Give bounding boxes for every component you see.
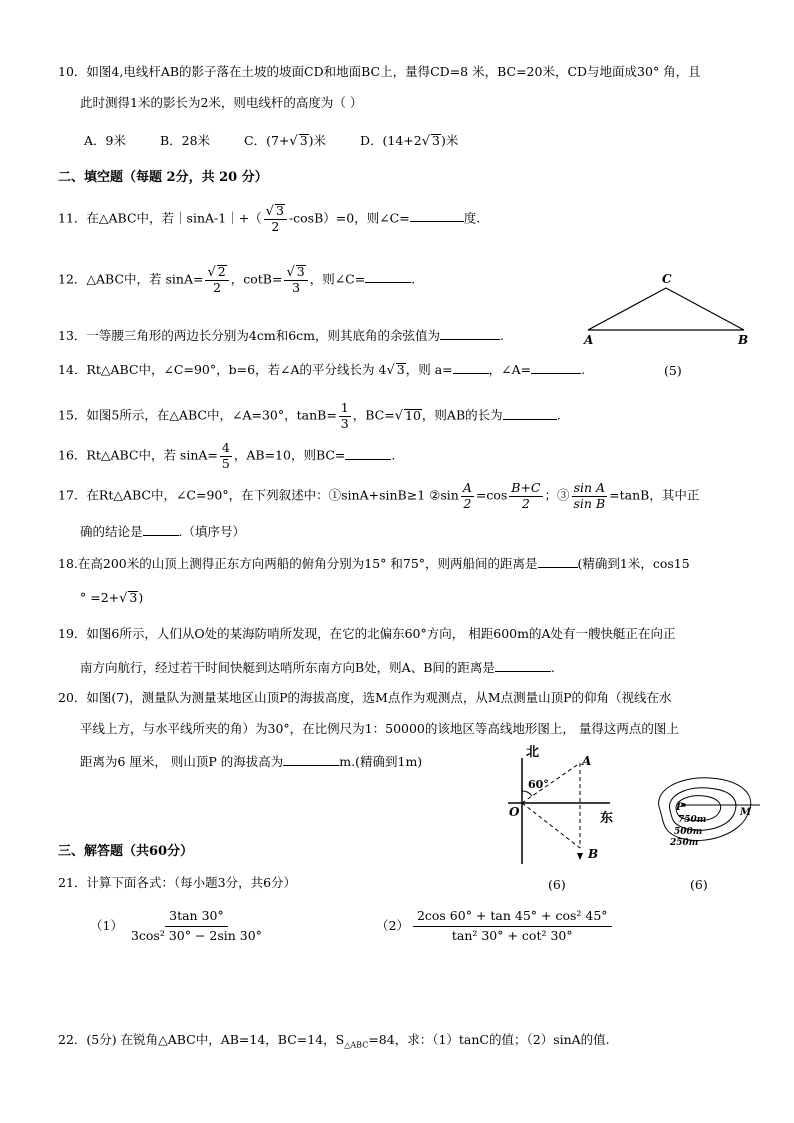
q19-answer-blank[interactable] [495, 660, 551, 672]
fig6-east-label: 东 [600, 811, 614, 826]
q10-options [84, 134, 458, 148]
q21-part2-denominator: tan² 30° + cot² 30° [451, 927, 573, 943]
section3-title: 三、解答题（共60分） [58, 844, 194, 859]
q15: 15．如图5所示，在△ABC中，∠A=30°，tanB= $\frac{1}{3}$ ，BC=√ 10，则AB的长为 . [58, 400, 561, 431]
q10-option-b: B．28米 [159, 133, 211, 148]
fig7-label-p: P [676, 802, 684, 813]
q15-answer-blank[interactable] [503, 408, 557, 420]
fig6-label-b: B [588, 847, 599, 861]
q19-line2: 南方向航行，经过若干时间快艇到达哨所东南方向B处，则A、B间的距离是 . [80, 660, 555, 675]
fig5-label-b: B [738, 333, 749, 347]
q10-option-d: D．(14+2√ 3)米 [360, 133, 459, 149]
q21-part2: （2） $\frac{\text{2cos 60° + tan 45° + cos² 45°}}{\text{tan² 30° + cot² 30°}}$ [376, 910, 612, 942]
q18-answer-blank[interactable] [538, 556, 578, 568]
q19-line1: 19．如图6所示，人们从O处的某海防哨所发现，在它的北偏东60°方向， 相距600m的A处有一艘快艇正在向正 [58, 626, 676, 641]
q13-answer-blank[interactable] [440, 328, 500, 340]
fig6-label-a: A [582, 754, 592, 768]
section2-title: 二、填空题（每题 2分，共 20 分） [58, 170, 268, 185]
q13: 13．一等腰三角形的两边长分别为4cm和6cm，则其底角的余弦值为 . [58, 328, 505, 343]
q20-answer-blank[interactable] [283, 754, 339, 766]
q10-line1: 10．如图4,电线杆AB的影子落在土坡的坡面CD和地面BC上，量得CD=8 米，BC=20米，CD与地面成30° 角，且 [58, 64, 701, 79]
q10-option-a: A．9米 [84, 133, 126, 148]
q17-line2: 确的结论是 .（填序号） [80, 524, 245, 539]
fig7-contour-750: 750m [678, 815, 707, 825]
q11: 11．在△ABC中，若｜sinA-1｜+（ $\frac{√ 3}{2}$ -cosB）=0，则∠C= 度. [58, 203, 481, 234]
q18-line1: 18.在高200米的山顶上测得正东方向两船的俯角分别为15° 和75°，则两船间的距离是 (精确到1米，cos15 [58, 556, 690, 571]
fig6-caption: (6) [548, 877, 566, 892]
fig6-label-o: O [509, 805, 520, 819]
q21-part1-denominator: 3cos² 30° − 2sin 30° [130, 927, 262, 943]
figure-5-triangle [578, 268, 758, 358]
q20-line1: 20．如图(7)，测量队为测量某地区山顶P的海拔高度，选M点作为观测点，从M点测量山顶P的仰角（视线在水 [58, 690, 672, 705]
q21-part1-numerator: 3tan 30° [165, 910, 228, 927]
fig5-label-c: C [662, 272, 672, 286]
q14-angle-blank[interactable] [531, 362, 581, 374]
q17-line1: 17．在Rt△ABC中，∠C=90°，在下列叙述中：①sinA+sinB≥1 ②sin $\frac{A}{2}$ =cos $\frac{B+C}{2}$ ；③ $\frac{\text{sin A}}{\text{sin B}}$ =tanB，其中正 [58, 480, 700, 511]
fig7-caption: (6) [690, 877, 708, 892]
q16-answer-blank[interactable] [345, 448, 391, 460]
q21-intro: 21．计算下面各式：（每小题3分，共6分） [58, 875, 297, 890]
q18-line2: ° =2+√ 3) [80, 590, 144, 606]
fig5-caption: (5) [664, 363, 682, 378]
q16: 16．Rt△ABC中，若 sinA= $\frac{4}{5}$ ，AB=10，则BC= . [58, 440, 396, 471]
q22: 22．(5分) 在锐角△ABC中，AB=14，BC=14，$S_{\triangle ABC}=84$，求：（1）tanC的值；（2）sinA的值. [58, 1032, 610, 1050]
fig6-north-label: 北 [526, 745, 540, 760]
figure-7-contour-map [640, 768, 770, 858]
fig7-contour-250: 250m [670, 838, 699, 848]
fig6-angle-label: 60° [528, 778, 549, 791]
figure-6-bearing [500, 730, 630, 870]
fig7-contour-500: 500m [674, 827, 703, 837]
fig5-label-a: A [584, 333, 594, 347]
q17-answer-blank[interactable] [143, 524, 179, 536]
q10-line2: 此时测得1米的影长为2米，则电线杆的高度为（ ） [80, 95, 363, 110]
q11-answer-blank[interactable] [410, 210, 464, 222]
q14: 14．Rt△ABC中，∠C=90°，b=6，若∠A的平分线长为 4√ 3，则 a= ，∠A= . [58, 362, 586, 378]
q21-part1: （1） $\frac{3\tan 30^\circ}{\text{3cos² 30° − 2sin 30°}}$ [90, 910, 266, 942]
q10-option-c: C．(7+√ 3)米 [244, 133, 327, 149]
q20-line3: 距离为6 厘米， 则山顶P 的海拔高为 m.(精确到1m) [80, 754, 423, 769]
q20-line2: 平线上方，与水平线所夹的角）为30°，在比例尺为1：50000的该地区等高线地形图上， 量得这两点的图上 [80, 721, 679, 736]
q14-a-blank[interactable] [453, 362, 489, 374]
q12-answer-blank[interactable] [365, 271, 411, 283]
q12: 12．△ABC中，若 sinA= $\frac{√ 2}{2}$ ，cotB= $\frac{√ 3}{3}$ ，则∠C= . [58, 264, 416, 295]
q21-part2-numerator: 2cos 60° + tan 45° + cos² 45° [413, 910, 612, 927]
fig7-label-m: M [740, 807, 752, 818]
